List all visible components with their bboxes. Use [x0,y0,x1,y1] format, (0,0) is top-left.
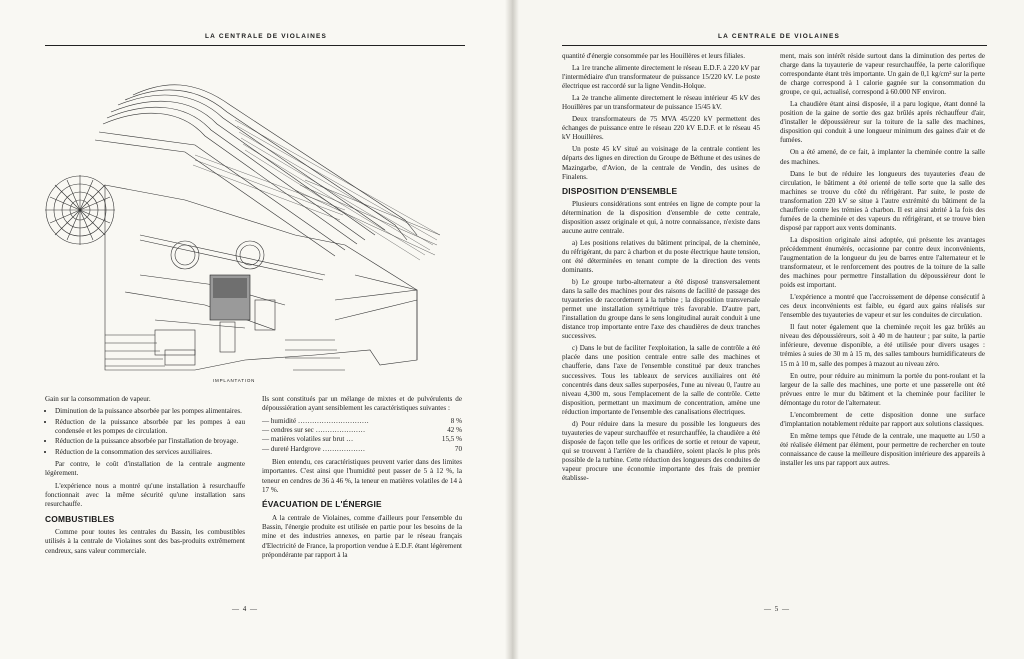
paragraph: Deux transformateurs de 75 MVA 45/220 kV permettent des échanges de puissance entre le réseau 220 kV E.D.F. et le réseau 45 kV Houillères. [562,115,760,142]
table-row [262,435,462,444]
row-value: 42 % [447,426,462,435]
right-column-1 [562,52,760,486]
table-row [262,445,462,454]
row-label: — dureté Hardgrove ……………… [262,444,366,453]
benefits-list [45,407,245,457]
paragraph: On a été amené, de ce fait, à implanter la cheminée contre la salle des machines. [780,148,985,166]
paragraph: a) Les positions relatives du bâtiment principal, de la cheminée, du réfrigérant, du parc à charbon et du poste électrique haute tension, ont été déterminées en tenant compte de la direction des vents dominants. [562,238,760,274]
paragraph: L'encombrement de cette disposition donne une surface d'implantation notablement réduite par rapport aux solutions classiques. [780,410,985,428]
header-rule [562,45,987,46]
list-item: • Diminution de la puissance absorbée par les pompes alimentaires. [55,407,245,416]
page-number: — 5 — [764,605,790,613]
running-head: LA CENTRALE DE VIOLAINES [718,33,841,40]
section-heading: ÉVACUATION DE L'ÉNERGIE [262,499,382,510]
paragraph: d) Pour réduire dans la mesure du possible les longueurs des tuyauteries de vapeur surchauffée et resurchauffée, la chaudière a été disposée de façon telle que les orifices de sortie et retour de vapeur, qui se trouvent à l'arrière de la chaudière, soient placés le plus près possible de la turbine. Cette réduction des longueurs des conduites de vapeur procure une économie importante des frais de premier établisse- [562,419,760,483]
paragraph: La chaudière étant ainsi disposée, il a paru logique, étant donné la position de la gaine de sortie des gaz brûlés après réchauffeur d'air, d'installer le dépoussiéreur sur la toiture de la salle des machines, disposition qui conduit à une longueur minimum des gaines d'air et de fumées. [780,100,985,145]
right-column-2 [780,52,985,471]
paragraph: La 1re tranche alimente directement le réseau E.D.F. à 220 kV par l'intermédiaire d'un transformateur de puissance 15/220 kV. Le poste électrique est raccordé sur la ligne Vendin-Holque. [562,64,760,91]
header-rule [45,45,465,46]
left-column-2 [262,395,462,564]
row-value: 15,5 % [441,435,462,444]
paragraph: Un poste 45 kV situé au voisinage de la centrale contient les départs des lignes en direction du Groupe de Béthune et des usines de Mazingarbe, d'Avion, de la centrale de Vendin, des usines de Finalens. [562,145,760,181]
section-heading: COMBUSTIBLES [45,513,115,524]
running-head: LA CENTRALE DE VIOLAINES [205,33,328,40]
list-item: • Réduction de la consommation des services auxiliaires. [55,448,245,457]
paragraph: A la centrale de Violaines, comme d'ailleurs pour l'ensemble du Bassin, l'énergie produite est utilisée en partie pour les besoins de la mine et des industries annexes, en partie par le réseau français d'Electricité de France, la proportion vendue à E.D.F. étant légèrement prépondérante par rapport à la [262,513,462,560]
table-row [262,426,462,435]
paragraph: Plusieurs considérations sont entrées en ligne de compte pour la détermination de la disposition d'ensemble de cette centrale, disposition assez originale et qui, à notre connaissance, n'existe dans aucune autre centrale. [562,199,760,235]
list-item: • Réduction de la puissance absorbée par les pompes à eau condensée et les pompes de circulation. [55,418,245,437]
left-column-1 [45,395,245,559]
paragraph: c) Dans le but de faciliter l'exploitation, la salle de contrôle a été placée dans une position centrale entre salle des machines et chaufferie, dans l'axe de l'ensemble constitué par deux tranches successives. Tous les tableaux de services auxiliaires ont été concentrés dans deux salles superposées, l'une au niveau 0, l'autre au niveau 4,300 m, sous l'emplacement de la salle de contrôle. Cette disposition, permettant un maximum de concentration, amène une réduction importante de l'ensemble des canalisations électriques. [562,344,760,416]
row-label: — matières volatiles sur brut … [262,435,354,444]
row-label: — humidité ………………………… [262,416,369,425]
paragraph: Gain sur la consommation de vapeur. [45,395,151,403]
paragraph: L'expérience a montré que l'accroissement de dépense consécutif à ces deux inconvénients est faible, eu égard aux gains réalisés sur l'ensemble des tuyauteries de vapeur et sur les conduites de circulation. [780,293,985,320]
paragraph: En même temps que l'étude de la centrale, une maquette au 1/50 a été réalisée élément par élément, pour permettre de rechercher en toute connaissance de cause la meilleure disposition intérieure des appareils à installer les uns par rapport aux autres. [780,431,985,467]
page-number: — 4 — [232,605,258,613]
paragraph: En outre, pour réduire au minimum la portée du pont-roulant et la largeur de la salle des machines, une porte et une passerelle ont été prévues entre le mur du bâtiment et la cheminée pour faciliter le démontage du rotor de l'alternateur. [780,371,985,407]
paragraph: Dans le but de réduire les longueurs des tuyauteries d'eau de circulation, le bâtiment a été orienté de telle sorte que la salle des machines se trouve du côté du réfrigérant. Par suite, le poste de transformation 220 kV se situe à l'autre extrémité du bâtiment de la chaufferie contre les trémies à charbon. Il est ainsi abrité à la fois des fumées de la cheminée et des vapeurs du réfrigérant, et se trouve bien disposé par rapport aux vents dominants. [780,169,985,232]
book-gutter [505,0,519,659]
paragraph: ment, mais son intérêt réside surtout dans la diminution des pertes de charge dans la tuyauterie de vapeur resurchauffée, la perte calorifique correspondante étant très importante. Un gain de 0,1 kg/cm² sur la perte de charge correspond à 1 calorie gagnée sur la consommation du groupe, ce qui, actualisé, correspond à 60.000 NF environ. [780,52,985,97]
paragraph: quantité d'énergie consommée par les Houillères et leurs filiales. [562,52,745,60]
paragraph: b) Le groupe turbo-alternateur a été disposé transversalement dans la salle des machines pour des raisons de facilité de passage des tuyauteries de raccordement à la turbine ; la disposition transversale permet une installation symétrique très favorable. D'autre part, l'installation du groupe dans le sens longitudinal aurait conduit à une distance trop importante entre l'axe des chaudières de deux tranches successives. [562,278,760,341]
row-value: 70 [454,444,462,453]
right-page [512,0,1024,659]
paragraph: La 2e tranche alimente directement le réseau intérieur 45 kV des Houillères par un transformateur de puissance 15/45 kV. [562,94,760,112]
list-item: • Réduction de la puissance absorbée par l'installation de broyage. [55,437,245,446]
row-value: 8 % [450,416,462,425]
paragraph: Bien entendu, ces caractéristiques peuvent varier dans des limites importantes. C'est ainsi que l'humidité peut passer de 5 à 12 %, la teneur en cendres de 36 à 46 %, la teneur en matières volatiles de 14 à 17 %. [262,458,462,495]
row-label: — cendres sur sec ………………… [262,426,366,435]
section-heading: DISPOSITION D'ENSEMBLE [562,185,678,196]
figure-caption: IMPLANTATION [213,378,256,383]
site-plan-figure [45,60,465,385]
paragraph: Ils sont constitués par un mélange de mixtes et de pulvérulents de dépoussiération ayant sensiblement les caractéristiques suivantes : [262,395,462,413]
table-row [262,417,462,426]
paragraph: L'expérience nous a montré qu'une installation à resurchauffe fonctionnait avec la même sécurité qu'une installation sans resurchauffe. [45,481,245,509]
characteristics-table [262,417,462,454]
paragraph: Comme pour toutes les centrales du Bassin, les combustibles utilisés à la centrale de Violaines sont des bas-produits extrêmement cendreux, sans valeur commerciale. [45,528,245,555]
paragraph: Il faut noter également que la cheminée reçoit les gaz brûlés au niveau des dépoussiéreurs, soit à 40 m de hauteur ; par suite, la partie inférieure, devenue disponible, a été utilisée pour divers usages : trémies à suies de 30 m à 15 m, des salles tambours humidificateurs de 15 m à 10 m, salle des pompes à mazout au niveau zéro. [780,323,985,368]
paragraph: Par contre, le coût d'installation de la centrale augmente légèrement. [45,460,245,478]
paragraph: La disposition originale ainsi adoptée, qui présente les avantages précédemment énumérés, occasionne par contre deux inconvénients, l'augmentation de la longueur du jeu de barres entre l'alternateur et le transformateur, et le renforcement des poutres de la toiture de la salle des machines pour permettre l'installation du dépoussiéreur dont le poids est important. [780,235,985,290]
